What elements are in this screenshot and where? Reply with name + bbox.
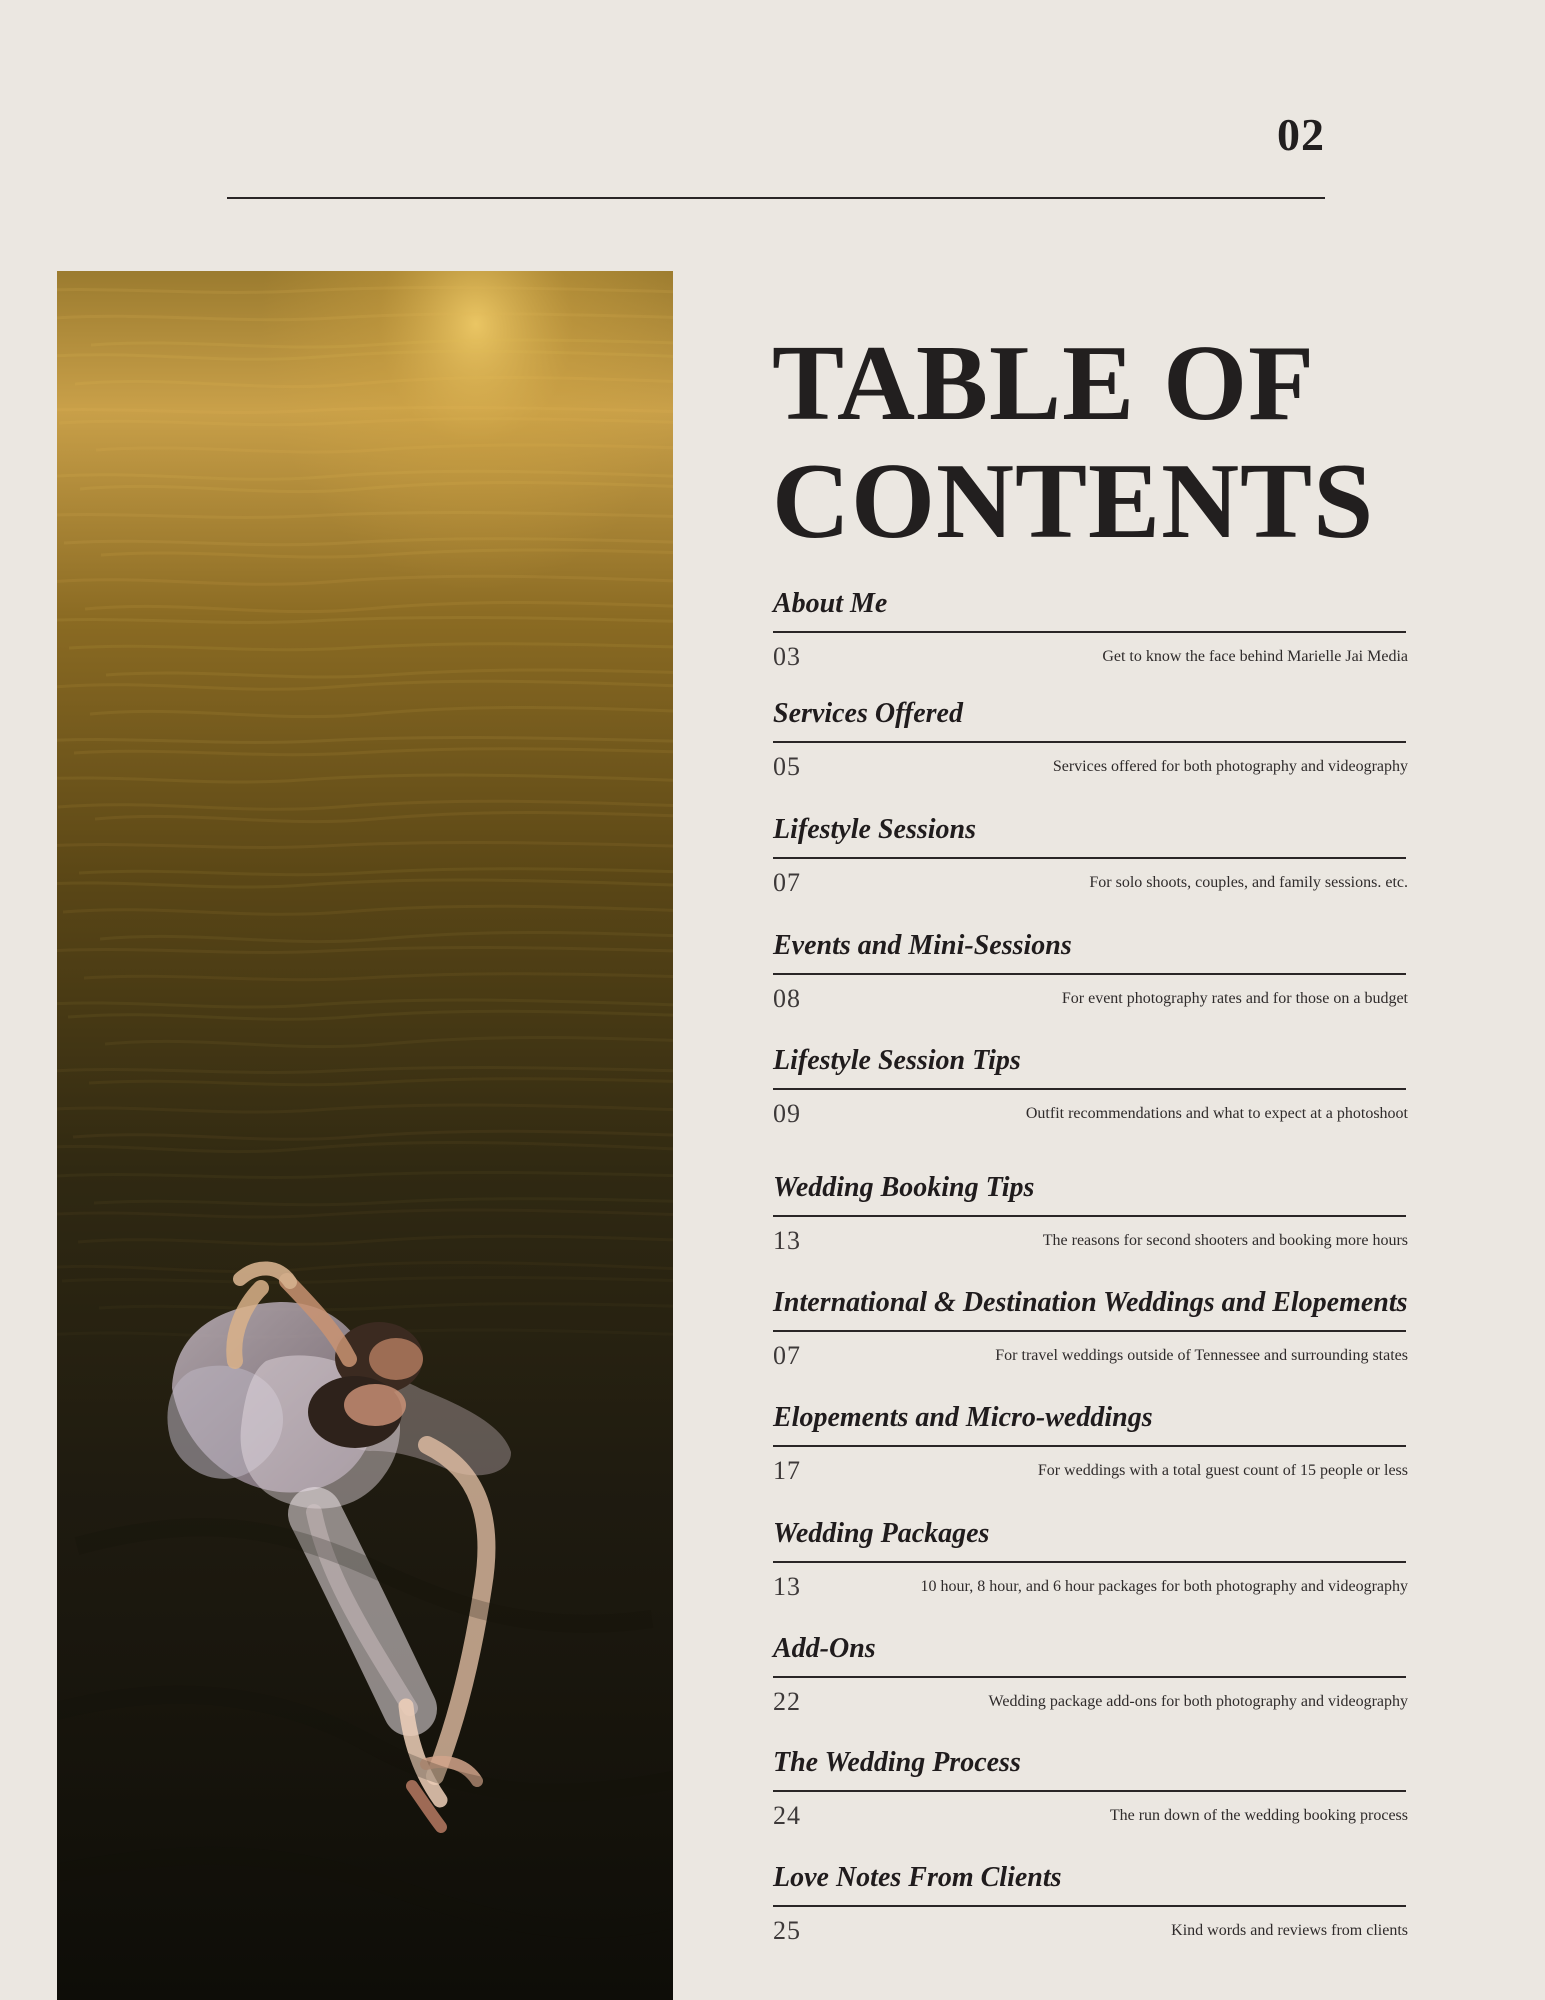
entry-rule	[773, 1088, 1406, 1090]
couple-in-water-image	[57, 271, 673, 2000]
entry-rule	[773, 1445, 1406, 1447]
toc-entry	[773, 1632, 1408, 1730]
page-title-line-2: CONTENTS	[772, 442, 1375, 561]
entry-page-number: 05	[773, 752, 801, 781]
entry-description: For solo shoots, couples, and family sessions. etc.	[1089, 874, 1408, 891]
toc-entry	[773, 1517, 1408, 1615]
entry-title: The Wedding Process	[773, 1747, 1021, 1778]
entry-page-number: 07	[773, 1341, 801, 1370]
page-title	[772, 325, 1472, 561]
entry-rule	[773, 1790, 1406, 1792]
entry-page-number: 13	[773, 1226, 801, 1255]
entry-title: Wedding Packages	[773, 1518, 990, 1549]
entry-page-number: 24	[773, 1801, 801, 1830]
entry-title: Wedding Booking Tips	[773, 1172, 1035, 1203]
entry-page-number: 08	[773, 984, 801, 1013]
entry-rule	[773, 1676, 1406, 1678]
entry-page-number: 25	[773, 1916, 801, 1945]
page-title-line-1: TABLE OF	[772, 324, 1316, 443]
toc-entry	[773, 1746, 1408, 1844]
entry-page-number: 13	[773, 1572, 801, 1601]
toc-entry	[773, 1401, 1408, 1499]
entry-rule	[773, 631, 1406, 633]
entry-rule	[773, 1561, 1406, 1563]
entry-rule	[773, 1905, 1406, 1907]
entry-title: Lifestyle Sessions	[773, 814, 976, 845]
page-number: 02	[1277, 109, 1325, 160]
toc-entry	[773, 1044, 1408, 1142]
entry-title: Elopements and Micro-weddings	[773, 1402, 1153, 1433]
entry-page-number: 17	[773, 1456, 801, 1485]
entry-title: Services Offered	[773, 698, 963, 729]
entry-description: Services offered for both photography and videography	[1052, 758, 1408, 775]
entry-description: For weddings with a total guest count of 15 people or less	[1037, 1462, 1408, 1479]
entry-description: Outfit recommendations and what to expect at a photoshoot	[1025, 1105, 1408, 1122]
entry-title: Love Notes From Clients	[773, 1862, 1062, 1893]
entry-rule	[773, 973, 1406, 975]
cover-photo	[57, 271, 673, 2000]
entry-page-number: 09	[773, 1099, 801, 1128]
entry-title: Events and Mini-Sessions	[773, 930, 1072, 961]
entry-description: Get to know the face behind Marielle Jai Media	[1102, 648, 1408, 665]
entry-description: For travel weddings outside of Tennessee and surrounding states	[995, 1347, 1408, 1364]
entry-rule	[773, 741, 1406, 743]
entry-title: Lifestyle Session Tips	[773, 1045, 1021, 1076]
entry-title: About Me	[773, 588, 888, 619]
entry-page-number: 22	[773, 1687, 801, 1716]
entry-description: The reasons for second shooters and booking more hours	[1042, 1232, 1408, 1249]
entry-page-number: 03	[773, 642, 801, 671]
entry-page-number: 07	[773, 868, 801, 897]
entry-description: The run down of the wedding booking process	[1109, 1807, 1408, 1824]
toc-entry	[773, 697, 1408, 795]
entry-description: Wedding package add-ons for both photography and videography	[988, 1693, 1408, 1710]
entry-rule	[773, 857, 1406, 859]
toc-entry	[773, 1286, 1408, 1384]
header-rule	[227, 197, 1325, 199]
toc-entry	[773, 1171, 1408, 1269]
toc-entry	[773, 1861, 1408, 1959]
toc-entry	[773, 929, 1408, 1027]
entry-description: 10 hour, 8 hour, and 6 hour packages for both photography and videography	[920, 1578, 1408, 1595]
entry-description: For event photography rates and for those on a budget	[1061, 990, 1408, 1007]
entry-title: Add-Ons	[773, 1633, 876, 1664]
entry-rule	[773, 1215, 1406, 1217]
entry-description: Kind words and reviews from clients	[1171, 1922, 1408, 1939]
toc-entry	[773, 813, 1408, 911]
toc-entry	[773, 587, 1408, 685]
entry-rule	[773, 1330, 1406, 1332]
entry-title: International & Destination Weddings and Elopements	[773, 1287, 1408, 1318]
